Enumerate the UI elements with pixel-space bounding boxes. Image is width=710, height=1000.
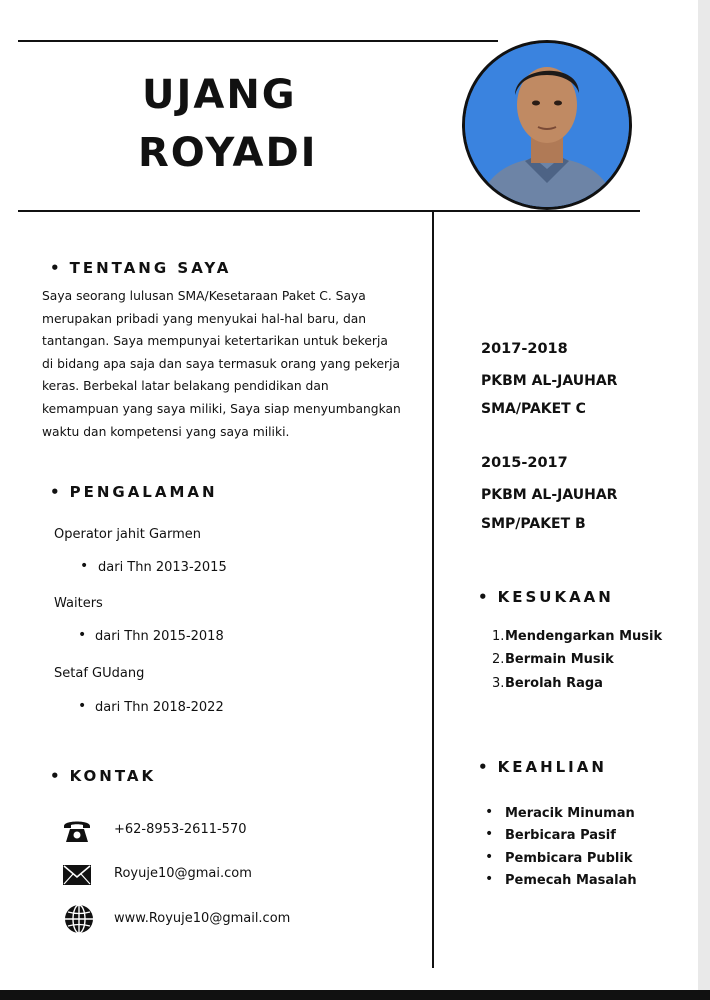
education-school-2: PKBM AL-JAUHAR xyxy=(481,487,618,503)
about-text: Saya seorang lulusan SMA/Kesetaraan Paket C. Saya merupakan pribadi yang menyukai hal-hal baru, dan tantangan. Saya mempunyai ketertarikan untuk bekerja di bidang apa saja dan saya termasuk orang yang pekerja keras. Berbekal latar belakang pendidikan dan kemampuan yang saya miliki, Saya siap menyumbangkan waktu dan kompetensi yang saya miliki. xyxy=(42,289,401,439)
contact-phone[interactable]: +62-8953-2611-570 xyxy=(114,822,247,837)
hobbies-title-label: KESUKAAN xyxy=(497,588,614,606)
person-portrait-icon xyxy=(465,43,629,207)
section-bullet: • xyxy=(50,483,60,501)
hobbies-title xyxy=(478,588,614,606)
contact-title xyxy=(50,767,156,785)
hobby-item-1: Mendengarkan Musik xyxy=(505,629,663,644)
hobby-number-2: 2. xyxy=(492,652,505,667)
skill-item-4: Pemecah Masalah xyxy=(505,873,637,888)
section-bullet: • xyxy=(478,588,488,606)
first-name: UJANG xyxy=(142,72,297,118)
header-bottom-rule xyxy=(18,210,640,212)
experience-role-3: Setaf GUdang xyxy=(54,666,145,681)
experience-bullet-1: • xyxy=(80,558,89,574)
telephone-icon xyxy=(62,815,92,845)
experience-bullet-3: • xyxy=(78,698,87,714)
section-bullet: • xyxy=(50,259,60,277)
page-edge-right xyxy=(698,0,710,990)
education-school-1: PKBM AL-JAUHAR xyxy=(481,373,618,389)
section-bullet: • xyxy=(50,767,60,785)
contact-email[interactable]: Royuje10@gmai.com xyxy=(114,866,252,881)
skill-bullet-3: • xyxy=(485,849,494,865)
skill-bullet-2: • xyxy=(485,826,494,842)
skills-title xyxy=(478,758,607,776)
header-top-rule xyxy=(18,40,498,42)
education-years-2: 2015-2017 xyxy=(481,455,568,471)
hobby-item-2: Bermain Musik xyxy=(505,652,614,667)
profile-photo xyxy=(462,40,632,210)
globe-icon xyxy=(64,904,94,934)
hobby-number-1: 1. xyxy=(492,629,505,644)
experience-period-3: dari Thn 2018-2022 xyxy=(95,700,224,715)
skills-title-label: KEAHLIAN xyxy=(497,758,607,776)
contact-website[interactable]: www.Royuje10@gmail.com xyxy=(114,911,291,926)
experience-role-1: Operator jahit Garmen xyxy=(54,527,202,542)
education-level-2: SMP/PAKET B xyxy=(481,516,586,532)
experience-role-2: Waiters xyxy=(54,596,103,611)
last-name: ROYADI xyxy=(138,130,318,176)
education-level-1: SMA/PAKET C xyxy=(481,401,586,417)
skill-bullet-1: • xyxy=(485,804,494,820)
page-edge-bottom xyxy=(0,990,710,1000)
skill-item-2: Berbicara Pasif xyxy=(505,828,616,843)
about-title-label: TENTANG SAYA xyxy=(69,259,232,277)
experience-period-1: dari Thn 2013-2015 xyxy=(98,560,227,575)
skill-bullet-4: • xyxy=(485,871,494,887)
section-bullet: • xyxy=(478,758,488,776)
experience-period-2: dari Thn 2015-2018 xyxy=(95,629,224,644)
envelope-icon xyxy=(62,860,92,890)
contact-title-label: KONTAK xyxy=(69,767,157,785)
experience-title-label: PENGALAMAN xyxy=(69,483,218,501)
education-years-1: 2017-2018 xyxy=(481,341,568,357)
skill-item-3: Pembicara Publik xyxy=(505,851,633,866)
hobby-number-3: 3. xyxy=(492,676,505,691)
column-divider xyxy=(432,212,434,968)
about-title xyxy=(50,259,231,277)
hobby-item-3: Berolah Raga xyxy=(505,676,603,691)
experience-title xyxy=(50,483,218,501)
experience-bullet-2: • xyxy=(78,627,87,643)
skill-item-1: Meracik Minuman xyxy=(505,806,635,821)
